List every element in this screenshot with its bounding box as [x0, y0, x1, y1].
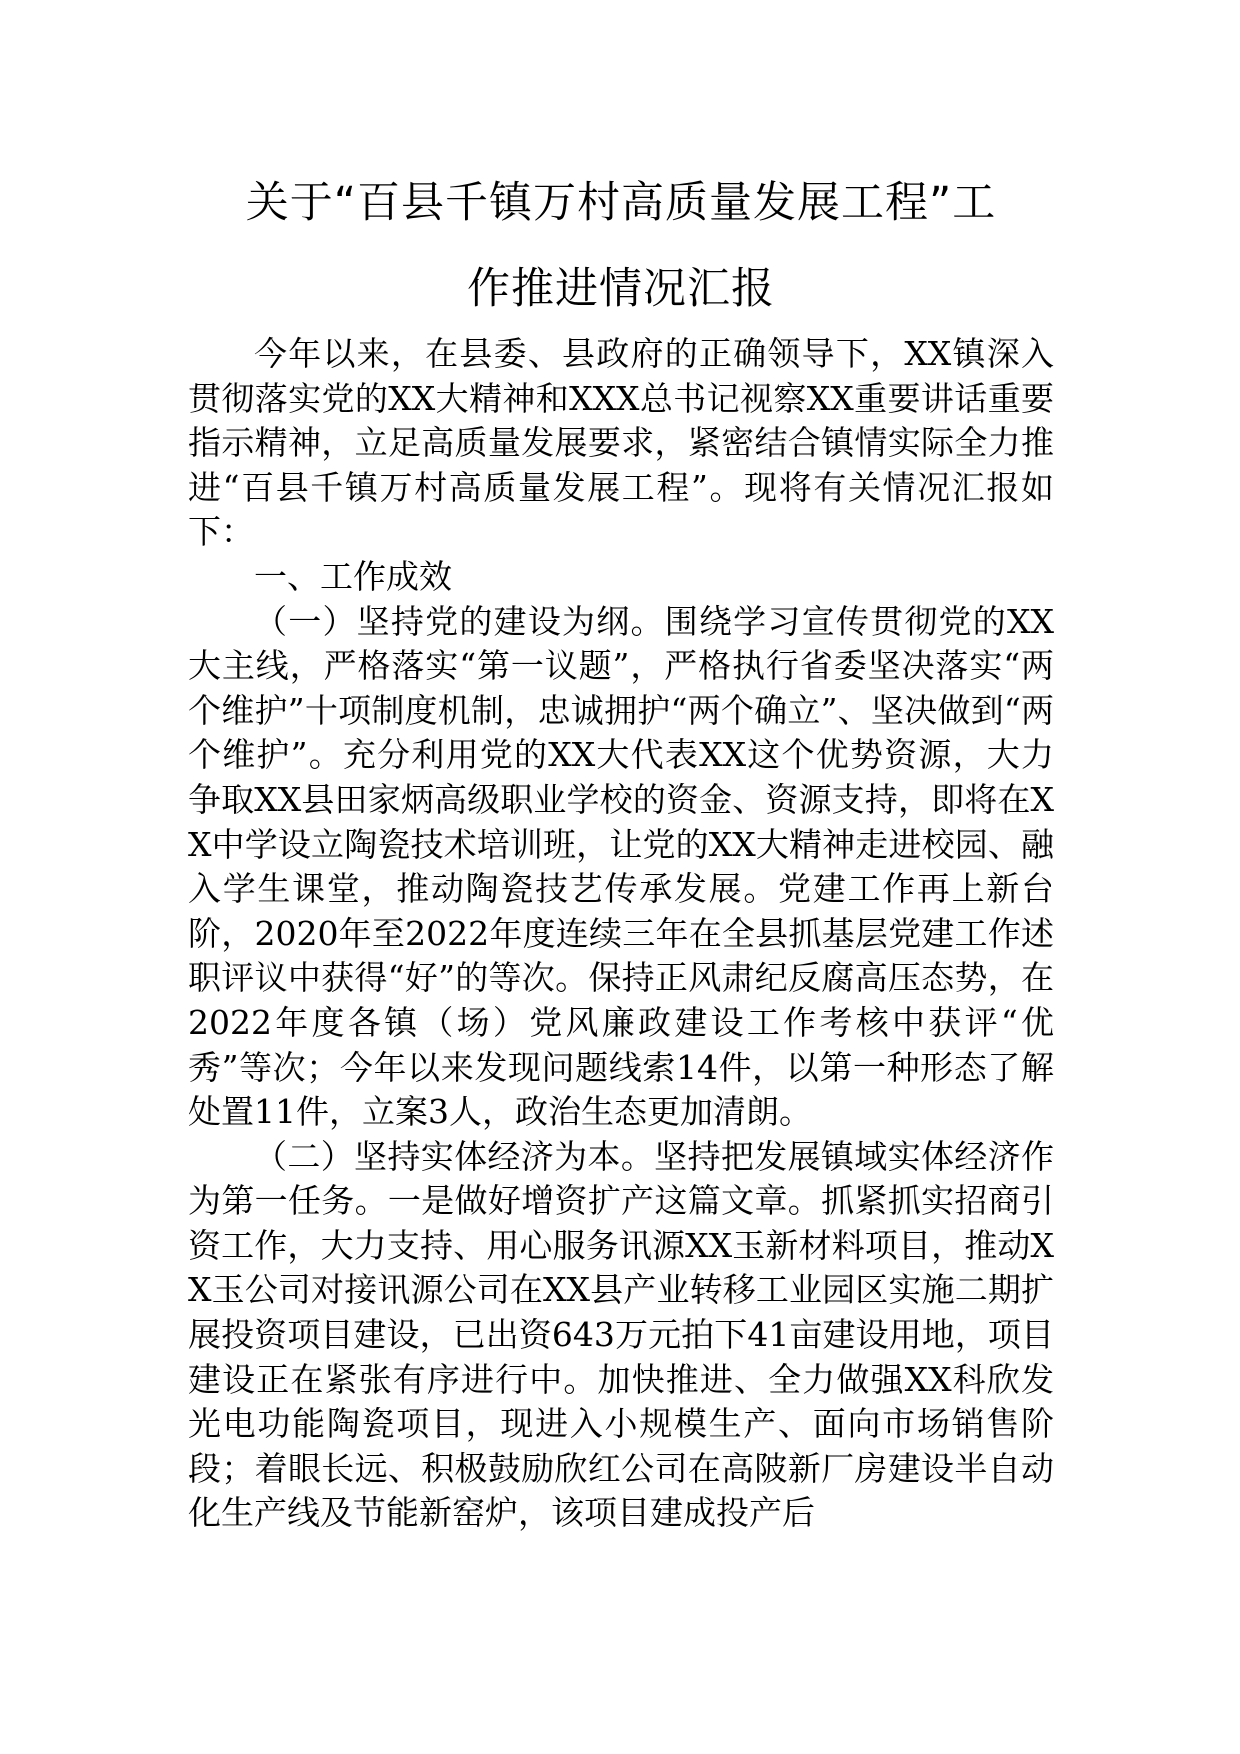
paragraph-party-building: （一）坚持党的建设为纲。围绕学习宣传贯彻党的XX大主线，严格落实“第一议题”，严格执行省委坚决落实“两个维护”十项制度机制，忠诚拥护“两个确立”、坚决做到“两个维护”。充分利用党的XX大代表XX这个优势资源，大力争取XX县田家炳高级职业学校的资金、资源支持，即将在XX中学设立陶瓷技术培训班，让党的XX大精神走进校园、融入学生课堂，推动陶瓷技艺传承发展。党建工作再上新台阶，2020年至2022年度连续三年在全县抓基层党建工作述职评议中获得“好”的等次。保持正风肃纪反腐高压态势，在2022年度各镇（场）党风廉政建设工作考核中获评“优秀”等次；今年以来发现问题线索14件，以第一种形态了解处置11件，立案3人，政治生态更加清朗。	[188, 601, 1054, 1132]
document-page	[188, 160, 1054, 1536]
section-heading-achievements: 一、工作成效	[254, 556, 452, 596]
paragraph-real-economy: （二）坚持实体经济为本。坚持把发展镇域实体经济作为第一任务。一是做好增资扩产这篇文章。抓紧抓实招商引资工作，大力支持、用心服务讯源XX玉新材料项目，推动XX玉公司对接讯源公司在XX县产业转移工业园区实施二期扩展投资项目建设，已出资643万元拍下41亩建设用地，项目建设正在紧张有序进行中。加快推进、全力做强XX科欣发光电功能陶瓷项目，现进入小规模生产、面向市场销售阶段；着眼长远、积极鼓励欣红公司在高陂新厂房建设半自动化生产线及节能新窑炉，该项目建成投产后	[188, 1136, 1054, 1533]
title-line-2: 作推进情况汇报	[467, 264, 775, 314]
title-line-1: 关于“百县千镇万村高质量发展工程”工	[245, 178, 997, 228]
document-title	[188, 160, 1054, 332]
intro-paragraph: 今年以来，在县委、县政府的正确领导下，XX镇深入贯彻落实党的XX大精神和XXX总书记视察XX重要讲话重要指示精神，立足高质量发展要求，紧密结合镇情实际全力推进“百县千镇万村高质量发展工程”。现将有关情况汇报如下：	[188, 334, 1054, 552]
